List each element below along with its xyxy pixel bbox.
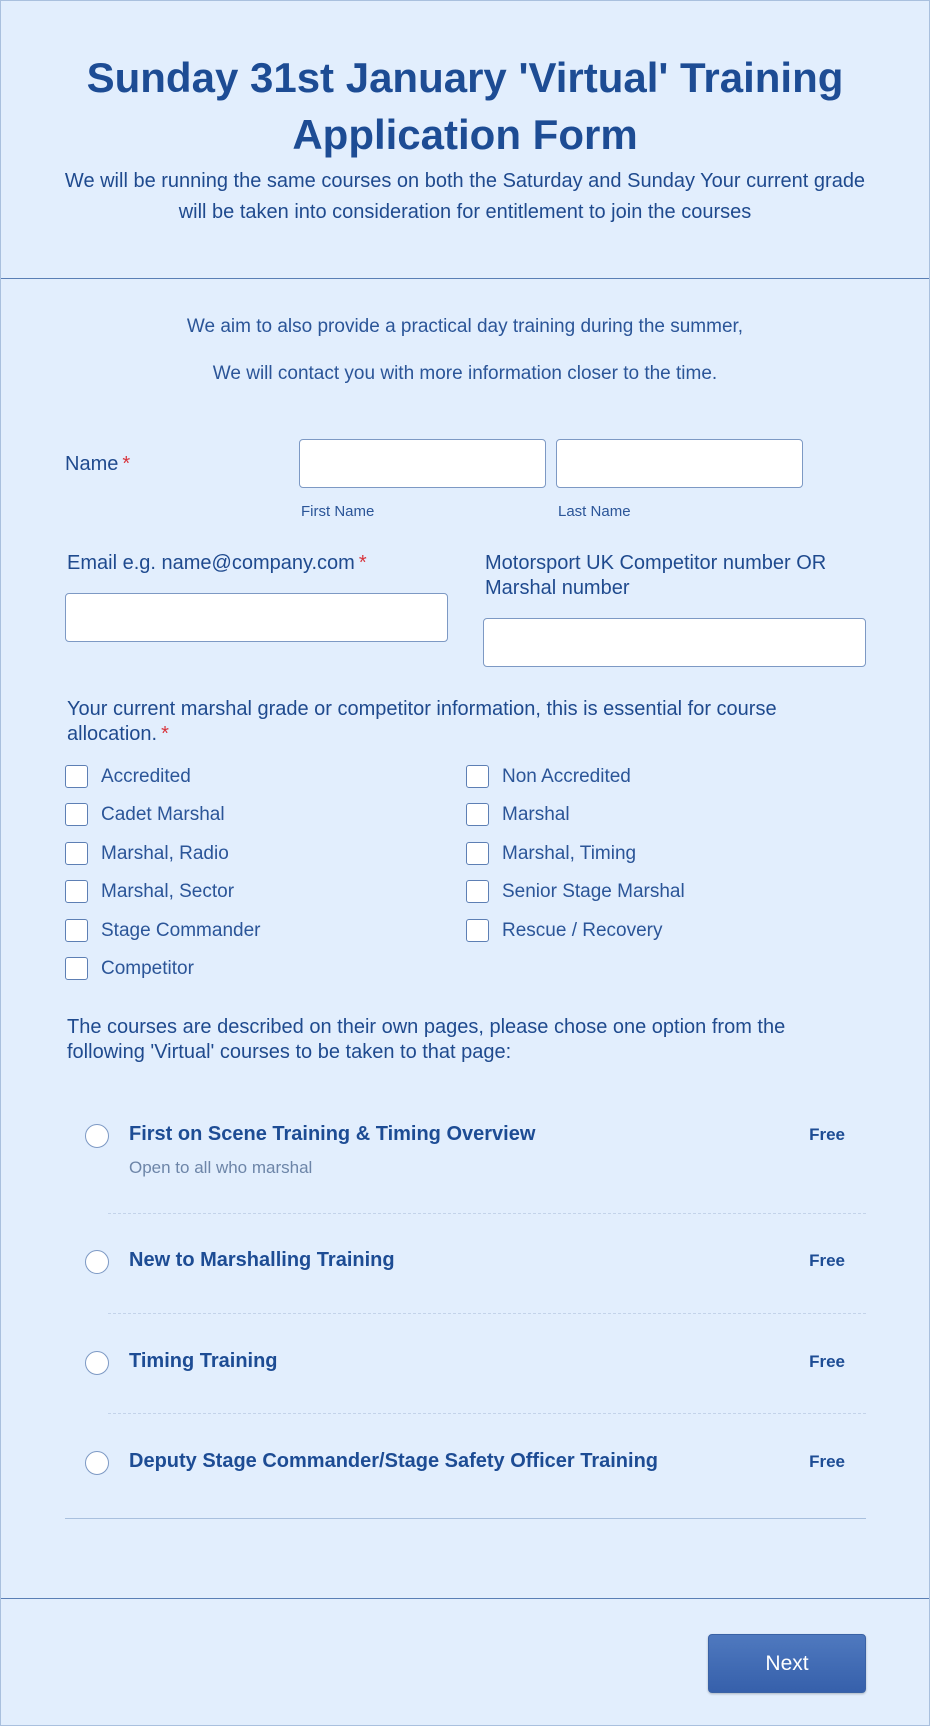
checkbox[interactable] bbox=[65, 765, 88, 788]
info-text-summer: We aim to also provide a practical day training during the summer, bbox=[186, 316, 744, 337]
courses-label: The courses are described on their own pages, please chose one option from the following 'Virtual' courses to be taken to that page: bbox=[67, 1016, 786, 1063]
last-name-input[interactable] bbox=[556, 439, 803, 488]
grade-option-label: Accredited bbox=[101, 765, 191, 787]
checkbox[interactable] bbox=[466, 880, 489, 903]
required-marker: * bbox=[122, 453, 131, 475]
course-option-timing[interactable] bbox=[65, 1350, 865, 1390]
form-subtitle: We will be running the same courses on both the Saturday and Sunday Your current grade will be taken into consideration for entitlement to join the courses bbox=[64, 170, 866, 223]
grade-option-label: Stage Commander bbox=[101, 919, 261, 941]
email-label bbox=[67, 551, 447, 576]
course-name: Deputy Stage Commander/Stage Safety Officer Training bbox=[129, 1450, 659, 1472]
name-label bbox=[65, 452, 130, 477]
competitor-number-label: Motorsport UK Competitor number OR Marshal number bbox=[485, 552, 827, 599]
name-label-text: Name bbox=[65, 453, 119, 475]
grade-option-label: Non Accredited bbox=[502, 765, 631, 787]
radio-button[interactable] bbox=[85, 1451, 109, 1475]
grade-option-label: Marshal bbox=[502, 803, 570, 825]
required-marker: * bbox=[358, 552, 367, 574]
grade-option-label: Marshal, Radio bbox=[101, 842, 229, 864]
required-marker: * bbox=[161, 723, 169, 745]
grade-option-label: Cadet Marshal bbox=[101, 803, 225, 825]
checkbox[interactable] bbox=[65, 880, 88, 903]
grade-option-rescue-recovery[interactable] bbox=[466, 919, 663, 942]
checkbox[interactable] bbox=[65, 803, 88, 826]
grade-option-competitor[interactable] bbox=[65, 957, 194, 980]
grade-label bbox=[67, 697, 867, 747]
form-title: Sunday 31st January 'Virtual' Training Application Form bbox=[86, 54, 844, 158]
course-price: Free bbox=[809, 1452, 845, 1471]
next-button[interactable]: Next bbox=[708, 1634, 866, 1693]
grade-option-label: Marshal, Timing bbox=[502, 842, 637, 864]
checkbox[interactable] bbox=[65, 919, 88, 942]
grade-option-label: Marshal, Sector bbox=[101, 880, 235, 902]
grade-option-accredited[interactable] bbox=[65, 765, 191, 788]
checkbox[interactable] bbox=[65, 842, 88, 865]
course-name: New to Marshalling Training bbox=[129, 1249, 395, 1271]
course-option-deputy-stage-commander[interactable] bbox=[65, 1450, 865, 1490]
grade-option-label: Competitor bbox=[101, 957, 194, 979]
course-name: Timing Training bbox=[129, 1350, 278, 1372]
grade-option-non-accredited[interactable] bbox=[466, 765, 631, 788]
radio-button[interactable] bbox=[85, 1250, 109, 1274]
divider bbox=[108, 1213, 866, 1214]
form-header bbox=[1, 1, 929, 279]
checkbox[interactable] bbox=[466, 765, 489, 788]
course-price: Free bbox=[809, 1352, 845, 1371]
last-name-sublabel: Last Name bbox=[558, 503, 631, 520]
course-name: First on Scene Training & Timing Overview bbox=[129, 1123, 536, 1145]
divider bbox=[108, 1313, 866, 1314]
competitor-number-input[interactable] bbox=[483, 618, 866, 667]
grade-option-label: Senior Stage Marshal bbox=[502, 880, 685, 902]
grade-option-marshal-timing[interactable] bbox=[466, 842, 636, 865]
checkbox[interactable] bbox=[65, 957, 88, 980]
form-footer bbox=[1, 1598, 929, 1726]
grade-option-cadet-marshal[interactable] bbox=[65, 803, 225, 826]
grade-option-stage-commander[interactable] bbox=[65, 919, 260, 942]
first-name-sublabel: First Name bbox=[301, 503, 375, 520]
radio-button[interactable] bbox=[85, 1351, 109, 1375]
checkbox[interactable] bbox=[466, 919, 489, 942]
info-text-contact: We will contact you with more information closer to the time. bbox=[212, 363, 718, 384]
checkbox[interactable] bbox=[466, 803, 489, 826]
checkbox[interactable] bbox=[466, 842, 489, 865]
course-option-first-on-scene[interactable] bbox=[65, 1119, 865, 1209]
email-label-text: Email e.g. name@company.com bbox=[67, 552, 355, 574]
divider bbox=[108, 1413, 866, 1414]
course-price: Free bbox=[809, 1125, 845, 1144]
courses-bottom-divider bbox=[65, 1518, 866, 1519]
grade-option-marshal[interactable] bbox=[466, 803, 570, 826]
course-price: Free bbox=[809, 1251, 845, 1270]
email-input[interactable] bbox=[65, 593, 448, 642]
first-name-input[interactable] bbox=[299, 439, 546, 488]
grade-option-label: Rescue / Recovery bbox=[502, 919, 663, 941]
grade-option-marshal-sector[interactable] bbox=[65, 880, 234, 903]
course-option-new-to-marshalling[interactable] bbox=[65, 1249, 865, 1289]
grade-option-marshal-radio[interactable] bbox=[65, 842, 229, 865]
grade-label-text: Your current marshal grade or competitor information, this is essential for course allocation. bbox=[67, 698, 777, 745]
grade-option-senior-stage-marshal[interactable] bbox=[466, 880, 685, 903]
radio-button[interactable] bbox=[85, 1124, 109, 1148]
course-description: Open to all who marshal bbox=[129, 1158, 313, 1177]
